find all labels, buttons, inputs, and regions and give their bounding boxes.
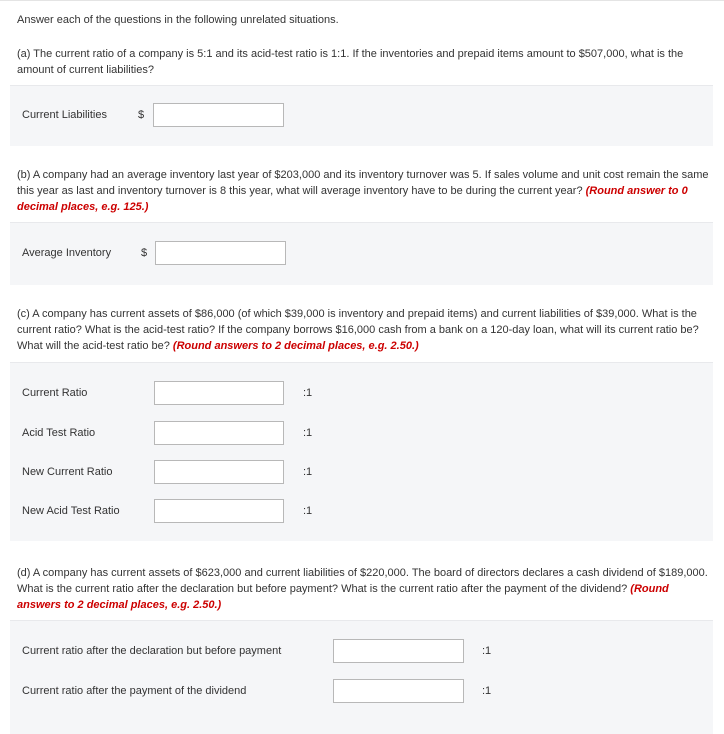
current-ratio-suffix: :1 bbox=[303, 387, 313, 399]
part-c-rounding-hint: (Round answers to 2 decimal places, e.g. 2.50.) bbox=[172, 340, 419, 352]
part-a-question-text: (a) The current ratio of a company is 5:1 and its acid-test ratio is 1:1. If the inventories and prepaid items amount to $507,000, what is the amount of current liabilities? bbox=[17, 48, 684, 76]
ratio-after-payment-label: Current ratio after the payment of the dividend bbox=[22, 685, 247, 697]
top-divider bbox=[0, 0, 724, 1]
part-c-answer-panel bbox=[10, 362, 713, 541]
part-a-answer-panel bbox=[10, 85, 713, 146]
ratio-after-declaration-suffix: :1 bbox=[482, 645, 492, 657]
part-d-question bbox=[17, 565, 713, 613]
average-inventory-label: Average Inventory bbox=[22, 247, 112, 259]
ratio-after-payment-input[interactable] bbox=[333, 679, 464, 703]
acid-test-ratio-input[interactable] bbox=[154, 421, 284, 445]
part-d-answer-panel bbox=[10, 620, 713, 734]
part-b-rounding-hint: (Round answer to 0 decimal places, e.g. 125.) bbox=[17, 185, 688, 213]
new-current-ratio-suffix: :1 bbox=[303, 466, 313, 478]
current-ratio-label: Current Ratio bbox=[22, 387, 88, 399]
part-d-question-text: (d) A company has current assets of $623,000 and current liabilities of $220,000. The board of directors declares a cash dividend of $189,000. What is the current ratio after the declaration but before payment? What is the current ratio after the payment of the dividend? bbox=[17, 567, 708, 595]
current-liabilities-input[interactable] bbox=[153, 103, 284, 127]
acid-test-ratio-suffix: :1 bbox=[303, 427, 313, 439]
part-a-question bbox=[17, 46, 713, 78]
intro-text: Answer each of the questions in the following unrelated situations. bbox=[17, 14, 339, 26]
part-b-answer-panel bbox=[10, 222, 713, 285]
new-current-ratio-label: New Current Ratio bbox=[22, 466, 113, 478]
new-acid-test-ratio-label: New Acid Test Ratio bbox=[22, 505, 120, 517]
currency-symbol: $ bbox=[138, 109, 145, 121]
part-c-question bbox=[17, 306, 713, 354]
acid-test-ratio-label: Acid Test Ratio bbox=[22, 427, 96, 439]
ratio-after-declaration-label: Current ratio after the declaration but before payment bbox=[22, 645, 282, 657]
new-acid-test-ratio-suffix: :1 bbox=[303, 505, 313, 517]
current-ratio-input[interactable] bbox=[154, 381, 284, 405]
part-c-question-text: (c) A company has current assets of $86,000 (of which $39,000 is inventory and prepaid items) and current liabilities of $39,000. What is the current ratio? What is the acid-test ratio? If the company borrows $16,000 cash from a bank on a 120-day loan, what will its current ratio be? What will the acid-test ratio be? bbox=[17, 308, 699, 352]
part-b-question-text: (b) A company had an average inventory last year of $203,000 and its inventory turnover was 5. If sales volume and unit cost remain the same this year as last and inventory turnover is 8 this year, what will average inventory have to be during the current year? bbox=[17, 169, 709, 197]
part-b-question bbox=[17, 167, 713, 215]
new-current-ratio-input[interactable] bbox=[154, 460, 284, 484]
part-d-rounding-hint: (Round answers to 2 decimal places, e.g. 2.50.) bbox=[17, 583, 669, 611]
current-liabilities-label: Current Liabilities bbox=[22, 109, 107, 121]
average-inventory-input[interactable] bbox=[155, 241, 286, 265]
new-acid-test-ratio-input[interactable] bbox=[154, 499, 284, 523]
ratio-after-payment-suffix: :1 bbox=[482, 685, 492, 697]
ratio-after-declaration-input[interactable] bbox=[333, 639, 464, 663]
currency-symbol: $ bbox=[141, 247, 148, 259]
